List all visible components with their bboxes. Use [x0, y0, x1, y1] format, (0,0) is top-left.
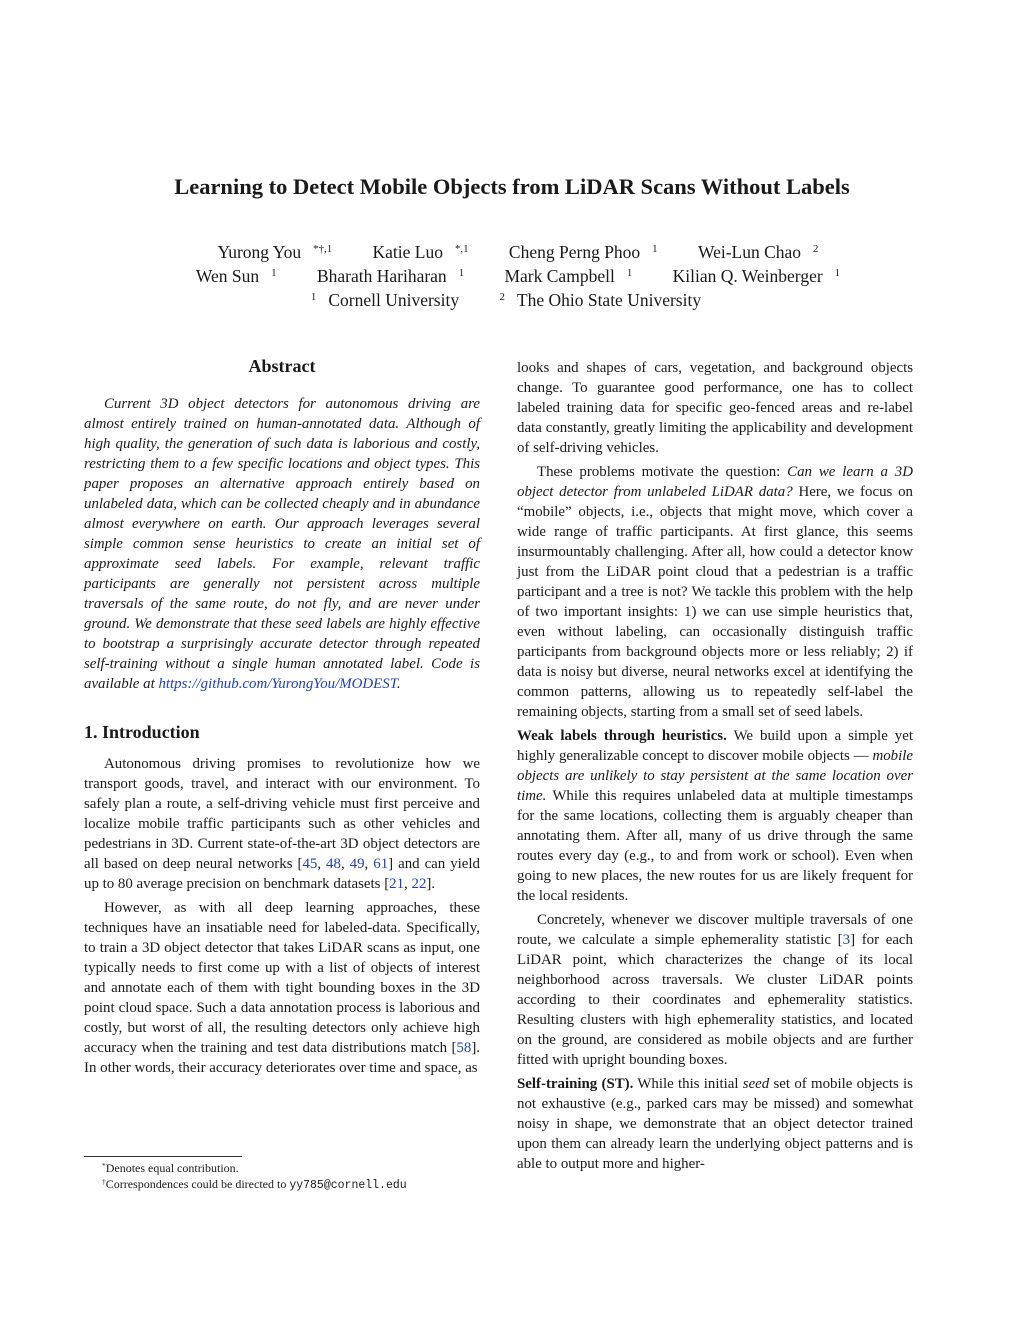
author: Katie Luo $^{*,1}$	[372, 242, 469, 262]
intro-paragraph-1: Autonomous driving promises to revolutionize how we transport goods, travel, and interact with our environment. To safely plan a route, a self-driving vehicle must first perceive and localize mobile traffic participants such as other vehicles and pedestrians in 3D. Current state-of-the-art 3D object detectors are all based on deep neural networks [45, 48, 49, 61] and can yield up to 80 average precision on benchmark datasets [21, 22].	[84, 756, 480, 892]
footnote-rule	[84, 1156, 242, 1157]
citation-link[interactable]: 61	[373, 856, 389, 872]
citation-link[interactable]: 49	[349, 856, 365, 872]
author-row-2	[0, 264, 1024, 288]
citation-link[interactable]: 21	[389, 876, 405, 892]
abstract-text: Current 3D object detectors for autonomous driving are almost entirely trained on human-annotated data. Although of high quality, the generation of such data is laborious and costly, restricting them to a few specific locations and object types. This paper proposes an alternative approach entirely based on unlabeled data, which can be collected cheaply and in abundance almost everywhere on earth. Our approach leverages several simple common sense heuristics to create an initial set of approximate seed labels. For example, relevant traffic participants are generally not persistent across multiple traversals of the same route, do not fly, and are never under ground. We demonstrate that these seed labels are highly effective to bootstrap a surprisingly accurate detector through repeated self-training without a single human annotated label. Code is available at https://github.com/YurongYou/MODEST.	[84, 396, 480, 692]
citation-link[interactable]: 22	[411, 876, 427, 892]
author: Kilian Q. Weinberger $^1$	[672, 266, 841, 286]
right-paragraph-self-training: Self-training (ST). While this initial seed set of mobile objects is not exhaustive (e.g., parked cars may be missed) and somewhat noisy in shape, we demonstrate that an object detector trained upon them can already learn the underlying object patterns and is able to output more and higher-	[517, 1076, 913, 1172]
footnote-2: †Correspondences could be directed to yy785@cornell.edu	[102, 1176, 407, 1192]
contact-email: yy785@cornell.edu	[289, 1179, 407, 1192]
author: Yurong You $^{*\dagger,1}$	[217, 242, 333, 262]
affiliation: $^2$ The Ohio State University	[499, 290, 702, 310]
author: Mark Campbell $^1$	[504, 266, 633, 286]
affiliation: $^1$ Cornell University	[310, 290, 460, 310]
citation-link[interactable]: 45	[302, 856, 318, 872]
author: Bharath Hariharan $^1$	[316, 266, 465, 286]
affiliation-row	[0, 288, 1024, 312]
author: Wen Sun $^1$	[195, 266, 277, 286]
right-paragraph-weak-labels: Weak labels through heuristics. We build upon a simple yet highly generalizable concept to discover mobile objects — mobile objects are unlikely to stay persistent at the same location over time. While this requires unlabeled data at multiple timestamps for the same locations, collecting them is arguably cheaper than annotating them. After all, many of us drive through the same routes every day (e.g., to and from work or school). Even when going to new places, the new routes for us are likely frequent for the local residents.	[517, 728, 914, 904]
left-column	[84, 356, 480, 1082]
author: Wei-Lun Chao $^2$	[697, 242, 819, 262]
author: Cheng Perng Phoo $^1$	[508, 242, 658, 262]
author-block	[0, 240, 1024, 312]
runin-heading: Self-training (ST).	[517, 1076, 634, 1092]
citation-link[interactable]: 48	[326, 856, 341, 872]
footnotes	[84, 1156, 480, 1194]
right-paragraph-1: looks and shapes of cars, vegetation, and background objects change. To guarantee good performance, one has to collect labeled training data for specific geo-fenced areas and re-label data constantly, greatly limiting the applicability and development of self-driving vehicles.	[517, 360, 913, 456]
right-column	[517, 358, 913, 1178]
citation-link[interactable]: 58	[456, 1040, 472, 1056]
abstract-heading: Abstract	[248, 356, 316, 376]
code-link[interactable]: https://github.com/YurongYou/MODEST	[158, 676, 397, 692]
paper-title: Learning to Detect Mobile Objects from LiDAR Scans Without Labels	[174, 174, 850, 199]
runin-heading: Weak labels through heuristics.	[517, 728, 727, 744]
citation-link[interactable]: 3	[842, 932, 851, 948]
footnote-1: *Denotes equal contribution.	[102, 1160, 239, 1175]
right-paragraph-2: These problems motivate the question: Can we learn a 3D object detector from unlabeled LiDAR data? Here, we focus on “mobile” objects, i.e., objects that might move, which cover a wide range of traffic participants. At first glance, this seems insurmountably challenging. After all, how could a detector know just from the LiDAR point cloud that a pedestrian is a traffic participant and a tree is not? We tackle this problem with the help of two important insights: 1) we can use simple heuristics that, even without labeling, can occasionally distinguish traffic participants from background objects more or less reliably; 2) if data is noisy but diverse, neural networks excel at identifying the common patterns, allowing us to repeatedly self-label the remaining objects, starting from a small set of seed labels.	[517, 464, 913, 720]
intro-paragraph-2: However, as with all deep learning approaches, these techniques have an insatiable need for labeled-data. Specifically, to train a 3D object detector that takes LiDAR scans as input, one typically needs to first come up with a list of objects of interest and annotate each of them with tight bounding boxes in the 3D point cloud space. Such a data annotation process is laborious and costly, but worst of all, the resulting detectors only achieve high accuracy when the training and test data distributions match [58]. In other words, their accuracy deteriorates over time and space, as	[84, 900, 480, 1076]
section-heading-introduction: 1. Introduction	[84, 722, 200, 742]
right-paragraph-4: Concretely, whenever we discover multiple traversals of one route, we calculate a simple ephemerality statistic [3] for each LiDAR point, which characterizes the change of its local neighborhood across traversals. We cluster LiDAR points according to their coordinates and ephemerality statistics. Resulting clusters with high ephemerality statistics, and located on the ground, are considered as mobile objects and are further fitted with upright bounding boxes.	[517, 912, 913, 1068]
author-row-1	[0, 240, 1024, 264]
